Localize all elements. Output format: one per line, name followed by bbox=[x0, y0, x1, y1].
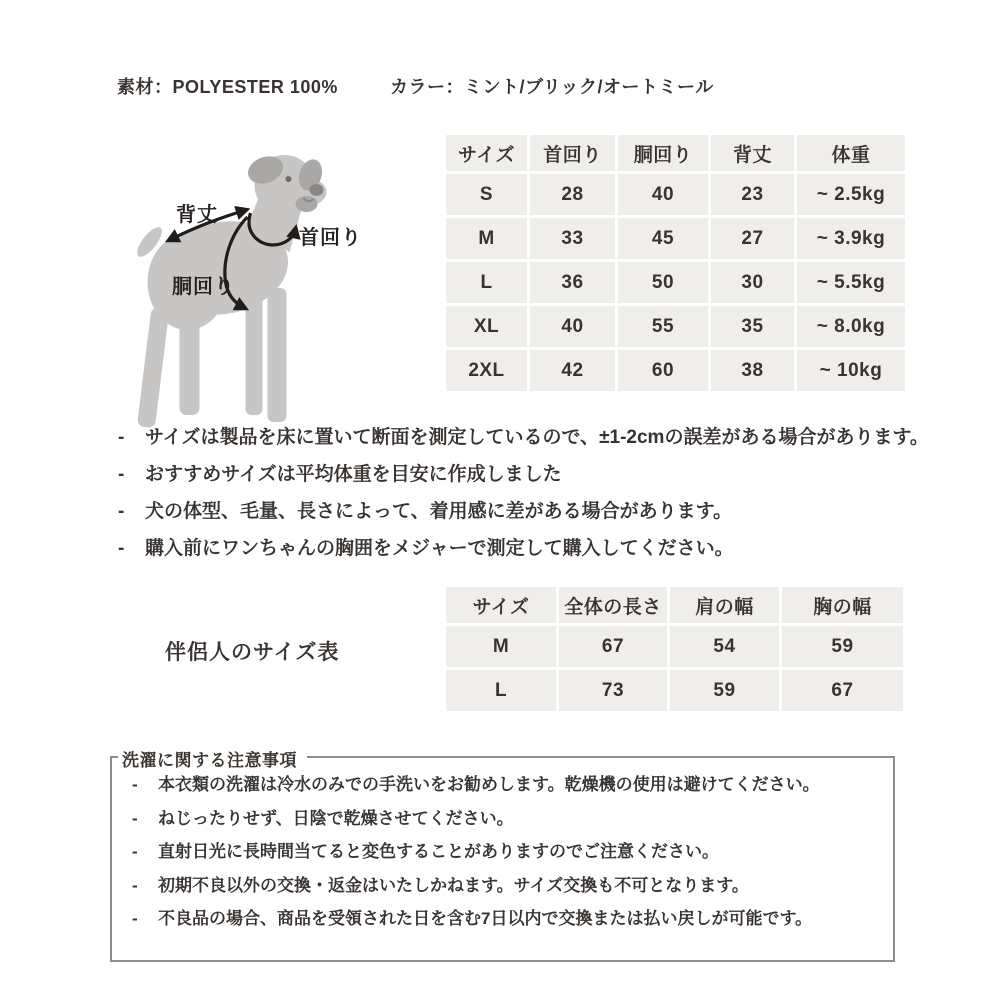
column-header: 首回り bbox=[529, 134, 617, 173]
note-item bbox=[118, 464, 930, 486]
table-cell: ~ 8.0kg bbox=[796, 305, 907, 349]
note-item bbox=[118, 538, 930, 560]
table-cell: 23 bbox=[710, 173, 796, 217]
column-header: 肩の幅 bbox=[669, 586, 781, 625]
color-options-label: カラー：ミント/ブリック/オートミール bbox=[390, 77, 714, 97]
washing-instructions-title: 洗濯に関する注意事項 bbox=[118, 746, 307, 771]
table-cell: S bbox=[445, 173, 529, 217]
bullet-dash: - bbox=[132, 909, 138, 929]
note-text: サイズは製品を床に置いて断面を測定しているので、±1-2cmの誤差がある場合があります。 bbox=[145, 427, 929, 448]
column-header: サイズ bbox=[445, 134, 529, 173]
neck-girth-label: 首回り bbox=[299, 227, 362, 249]
table-row bbox=[445, 173, 907, 217]
column-header: 胴回り bbox=[617, 134, 710, 173]
dog-chin-patch bbox=[296, 196, 318, 212]
table-cell: 30 bbox=[710, 261, 796, 305]
table-cell: 36 bbox=[529, 261, 617, 305]
note-text: おすすめサイズは平均体重を目安に作成しました bbox=[145, 463, 562, 485]
table-cell: M bbox=[445, 625, 558, 669]
note-item bbox=[132, 876, 879, 896]
table-cell: L bbox=[445, 669, 558, 713]
table-cell: 40 bbox=[529, 305, 617, 349]
table-cell: 35 bbox=[710, 305, 796, 349]
column-header: サイズ bbox=[445, 586, 558, 625]
table-cell: XL bbox=[445, 305, 529, 349]
note-text: 犬の体型、毛量、長さによって、着用感に差がある場合があります。 bbox=[145, 500, 733, 522]
column-header: 胸の幅 bbox=[781, 586, 905, 625]
note-item bbox=[132, 842, 879, 862]
table-row bbox=[445, 217, 907, 261]
material-label: 素材：POLYESTER 100% bbox=[117, 77, 338, 97]
companion-size-table-title: 伴侶人のサイズ表 bbox=[165, 641, 340, 664]
note-text: 購入前にワンちゃんの胸囲をメジャーで測定して購入してください。 bbox=[145, 537, 734, 559]
table-cell: 40 bbox=[617, 173, 710, 217]
table-header-row bbox=[445, 586, 905, 625]
table-cell: 73 bbox=[558, 669, 669, 713]
table-row bbox=[445, 261, 907, 305]
bullet-dash: - bbox=[118, 500, 125, 522]
bullet-dash: - bbox=[132, 808, 138, 828]
note-item bbox=[118, 427, 930, 449]
bullet-dash: - bbox=[132, 842, 138, 862]
note-text: 初期不良以外の交換・返金はいたしかねます。サイズ交換も不可となります。 bbox=[158, 875, 749, 895]
table-cell: 38 bbox=[710, 349, 796, 393]
column-header: 全体の長さ bbox=[558, 586, 669, 625]
table-cell: ~ 3.9kg bbox=[796, 217, 907, 261]
note-item bbox=[132, 809, 879, 829]
note-text: 本衣類の洗濯は冷水のみでの手洗いをお勧めします。乾燥機の使用は避けてください。 bbox=[158, 775, 820, 794]
dog-eye bbox=[286, 176, 292, 182]
table-cell: 67 bbox=[558, 625, 669, 669]
table-cell: 28 bbox=[529, 173, 617, 217]
chest-girth-label: 胴回り bbox=[172, 276, 235, 298]
size-notes-list bbox=[118, 427, 930, 574]
washing-notes-list bbox=[132, 775, 879, 943]
table-row bbox=[445, 349, 907, 393]
table-cell: ~ 5.5kg bbox=[796, 261, 907, 305]
table-cell: 2XL bbox=[445, 349, 529, 393]
table-cell: 54 bbox=[669, 625, 781, 669]
dog-size-table bbox=[443, 132, 908, 394]
note-text: 不良品の場合、商品を受領された日を含む7日以内で交換または払い戻しが可能です。 bbox=[158, 909, 813, 929]
table-cell: 59 bbox=[669, 669, 781, 713]
table-cell: L bbox=[445, 261, 529, 305]
table-cell: 42 bbox=[529, 349, 617, 393]
table-cell: 67 bbox=[781, 669, 905, 713]
table-cell: 45 bbox=[617, 217, 710, 261]
washing-instructions-box bbox=[110, 751, 895, 962]
table-cell: 60 bbox=[617, 349, 710, 393]
bullet-dash: - bbox=[118, 427, 125, 448]
table-cell: 59 bbox=[781, 625, 905, 669]
table-cell: ~ 2.5kg bbox=[796, 173, 907, 217]
column-header: 背丈 bbox=[710, 134, 796, 173]
note-text: ねじったりせず、日陰で乾燥させてください。 bbox=[158, 808, 514, 828]
table-cell: ~ 10kg bbox=[796, 349, 907, 393]
table-cell: M bbox=[445, 217, 529, 261]
dog-illustration bbox=[115, 130, 420, 430]
note-item bbox=[132, 909, 879, 929]
bullet-dash: - bbox=[132, 775, 138, 794]
companion-size-table bbox=[443, 584, 906, 714]
table-row bbox=[445, 305, 907, 349]
note-text: 直射日光に長時間当てると変色することがありますのでご注意ください。 bbox=[158, 842, 719, 862]
column-header: 体重 bbox=[796, 134, 907, 173]
table-cell: 55 bbox=[617, 305, 710, 349]
note-item bbox=[118, 501, 930, 523]
table-cell: 27 bbox=[710, 217, 796, 261]
dog-measurement-diagram bbox=[115, 130, 420, 430]
bullet-dash: - bbox=[118, 463, 125, 485]
bullet-dash: - bbox=[118, 537, 125, 559]
table-header-row bbox=[445, 134, 907, 173]
bullet-dash: - bbox=[132, 875, 138, 895]
dog-nose bbox=[310, 184, 324, 196]
table-cell: 33 bbox=[529, 217, 617, 261]
table-cell: 50 bbox=[617, 261, 710, 305]
note-item bbox=[132, 775, 879, 795]
table-row bbox=[445, 625, 905, 669]
table-row bbox=[445, 669, 905, 713]
back-length-label: 背丈 bbox=[176, 204, 218, 226]
